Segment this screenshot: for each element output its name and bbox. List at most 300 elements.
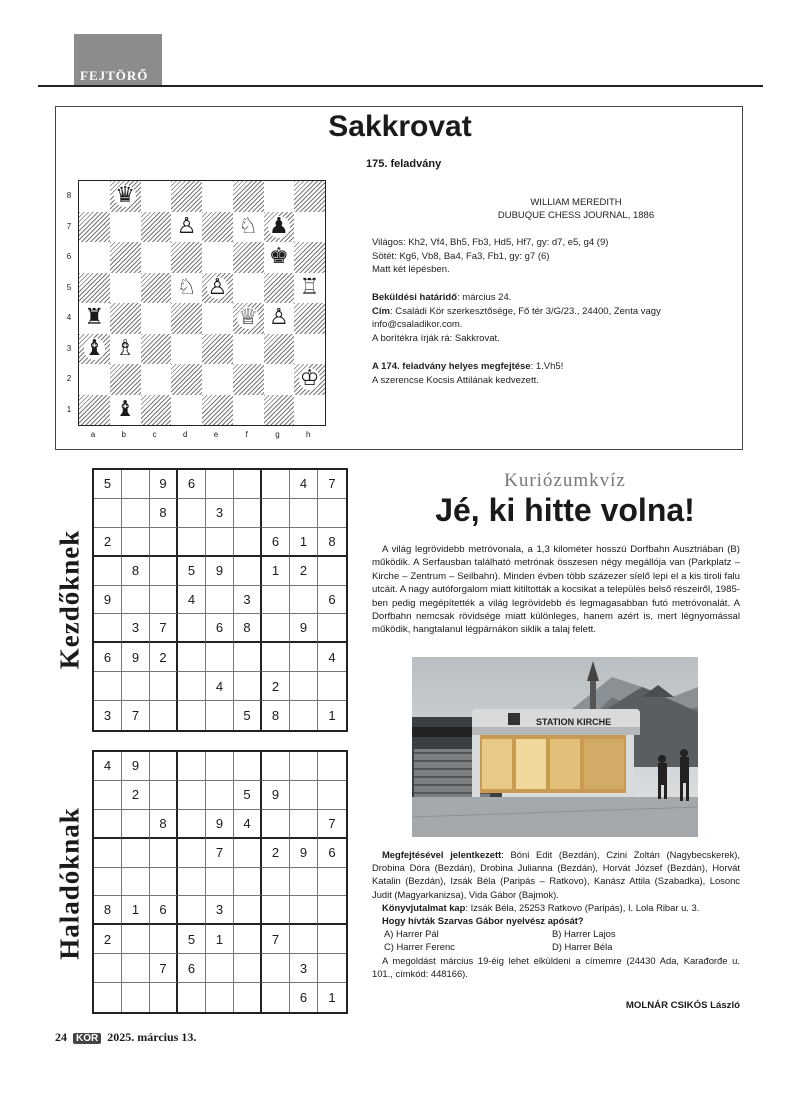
sudoku-cell [290, 868, 318, 897]
option-b: B) Harrer Lajos [552, 928, 616, 940]
sudoku-cell [206, 586, 234, 615]
sudoku-cell: 7 [150, 954, 178, 983]
sudoku-cell [94, 557, 122, 586]
rank-label: 2 [66, 374, 72, 383]
sudoku-cell [150, 752, 178, 781]
sudoku-cell [206, 781, 234, 810]
sudoku-cell: 2 [262, 672, 290, 701]
sudoku-cell [234, 643, 262, 672]
option-c: C) Harrer Ferenc [384, 941, 455, 953]
sudoku-cell [318, 896, 346, 925]
board-square [110, 364, 141, 395]
chess-piece: ♛ [115, 183, 135, 209]
sudoku-cell [94, 983, 122, 1012]
sudoku-cell [122, 983, 150, 1012]
sudoku-cell: 6 [318, 586, 346, 615]
sudoku-cell [234, 672, 262, 701]
problem-author: WILLIAM MEREDITH [530, 197, 622, 208]
sudoku-cell [94, 839, 122, 868]
board-square [141, 334, 172, 365]
quiz-article: A világ legrövidebb metróvonala, a 1,3 kilométer hosszú Dorfbahn Ausztriában (B) működik. A Serfausban található metrónak összesen négy megállója van (Parkplatz – Kirche – Zentrum – Seilbahn). Minden évben több százezer síelő lepi el a kis tiroli falu utcáit. A nagy autóforgalom miatt kitiltották a kocsikat a település belső részeiről, 1985-ben pedig megépítették a világ legrövidebb és legmagasabban futó metróvonalát. A Dorfbahn nemcsak rövidsége miatt különleges, hanem azért is, mert légnyomással működik, hangtalanul légpárnákon siklik a talaj felett. [372, 544, 740, 636]
sudoku-cell [178, 672, 206, 701]
sudoku-cell [234, 839, 262, 868]
rank-label: 4 [66, 313, 72, 322]
quiz-question: Hogy hívták Szarvas Gábor nyelvész apósát? [382, 915, 584, 927]
board-square [110, 242, 141, 273]
sudoku-cell [206, 752, 234, 781]
option-a: A) Harrer Pál [384, 928, 439, 940]
sudoku-cell: 8 [150, 810, 178, 839]
board-square [79, 364, 110, 395]
sudoku-cell [122, 810, 150, 839]
file-label: a [90, 430, 96, 439]
sudoku-cell: 8 [318, 528, 346, 557]
sudoku-cell [178, 839, 206, 868]
board-square [79, 212, 110, 243]
file-label: e [213, 430, 219, 439]
sudoku-cell [94, 868, 122, 897]
board-square [141, 303, 172, 334]
sudoku-cell: 7 [318, 470, 346, 499]
sudoku-cell: 6 [178, 470, 206, 499]
sudoku-cell: 7 [318, 810, 346, 839]
board-square [110, 273, 141, 304]
sudoku-advanced [92, 750, 348, 1014]
sudoku-cell [318, 925, 346, 954]
board-square [233, 273, 264, 304]
board-square [171, 273, 202, 304]
sudoku-cell [122, 672, 150, 701]
sudoku-cell [262, 499, 290, 528]
winner-note: A szerencse Kocsis Attilának kedvezett. [372, 374, 539, 386]
quiz-options [372, 927, 740, 953]
sudoku-cell: 9 [94, 586, 122, 615]
chess-piece: ♖ [299, 274, 320, 300]
sudoku-cell: 3 [206, 499, 234, 528]
sudoku-cell [290, 586, 318, 615]
sudoku-cell [318, 614, 346, 643]
quiz-title: Jé, ki hitte volna! [435, 492, 695, 528]
sudoku-cell [178, 528, 206, 557]
sudoku-cell [318, 752, 346, 781]
board-square [110, 395, 141, 426]
rank-label: 7 [66, 221, 72, 231]
sudoku-cell [262, 954, 290, 983]
sudoku-cell [262, 983, 290, 1012]
sudoku-cell [262, 586, 290, 615]
file-label: c [152, 430, 157, 439]
sudoku-cell: 4 [290, 470, 318, 499]
sudoku-cell [206, 983, 234, 1012]
board-square [233, 181, 264, 212]
board-square [264, 242, 295, 273]
sudoku-cell [206, 701, 234, 730]
board-square [110, 212, 141, 243]
sudoku-cell [94, 810, 122, 839]
chess-task: Matt két lépésben. [372, 264, 450, 275]
solvers-paragraph: Megfejtésével jelentkezett: Bóni Edit (Bezdán), Czini Zoltán (Nagybecskerek), Drobina Dóra (Bezdán), Drobina Julianna (Bezdán), Horvát József (Bezdán), Horvát Katalin (Bezdán), Izsák Béla (Paripás – Ratkovo), Kanász Attila (Szabadka), Losonc Judit (Magyarkanizsa), Vida Gábor (Bajmok). [372, 849, 740, 900]
page-number: 24 [55, 1030, 67, 1044]
board-square [202, 181, 233, 212]
sudoku-cell [150, 701, 178, 730]
board-square [294, 273, 325, 304]
sudoku-cell: 5 [178, 557, 206, 586]
sudoku-cell [150, 586, 178, 615]
sudoku-cell [290, 781, 318, 810]
chess-piece: ♙ [176, 213, 197, 239]
sudoku-cell: 6 [178, 954, 206, 983]
sudoku-cell: 1 [122, 896, 150, 925]
sudoku-cell [206, 470, 234, 499]
sudoku-cell: 6 [94, 643, 122, 672]
sudoku-cell: 9 [262, 781, 290, 810]
sudoku-cell [318, 781, 346, 810]
sudoku-cell [290, 499, 318, 528]
sudoku-cell [150, 672, 178, 701]
page-footer [55, 1030, 196, 1045]
sudoku-beginners-label: Kezdőknek [54, 529, 85, 670]
quiz-author: MOLNÁR CSIKÓS László [625, 1000, 740, 1011]
sudoku-cell: 4 [318, 643, 346, 672]
black-pieces: Sötét: Kg6, Vb8, Ba4, Fa3, Fb1, gy: g7 (6) [372, 250, 550, 262]
board-square [233, 364, 264, 395]
board-square [110, 334, 141, 365]
sudoku-cell: 1 [290, 528, 318, 557]
rank-label: 8 [66, 191, 72, 200]
sudoku-cell [290, 701, 318, 730]
sudoku-cell: 4 [178, 586, 206, 615]
sudoku-cell [178, 752, 206, 781]
board-square [171, 303, 202, 334]
sudoku-cell: 2 [94, 528, 122, 557]
prize-paragraph: Könyvjutalmat kap: Izsák Béla, 25253 Ratkovo (Paripás), I. Lola Ribar u. 3. [382, 901, 700, 913]
sudoku-cell: 5 [234, 781, 262, 810]
sudoku-cell: 9 [122, 752, 150, 781]
header-rule [38, 85, 763, 87]
sudoku-cell: 3 [94, 701, 122, 730]
board-square [110, 303, 141, 334]
sudoku-cell: 9 [150, 470, 178, 499]
board-square [141, 395, 172, 426]
white-pieces: Világos: Kh2, Vf4, Bh5, Fb3, Hd5, Hf7, gy: d7, e5, g4 (9) [372, 237, 609, 248]
sudoku-cell: 7 [206, 839, 234, 868]
sudoku-cell: 3 [234, 586, 262, 615]
board-square [171, 334, 202, 365]
sudoku-cell [318, 954, 346, 983]
sudoku-cell [150, 868, 178, 897]
sudoku-cell [150, 839, 178, 868]
board-square [233, 212, 264, 243]
chess-piece: ♜ [84, 305, 105, 331]
file-label: d [183, 430, 188, 439]
sudoku-cell [206, 868, 234, 897]
sudoku-cell [122, 868, 150, 897]
board-square [171, 242, 202, 273]
sudoku-cell [178, 983, 206, 1012]
chess-piece: ♚ [269, 244, 289, 270]
sudoku-cell [318, 499, 346, 528]
sudoku-cell [234, 470, 262, 499]
sudoku-cell: 8 [94, 896, 122, 925]
sudoku-cell: 9 [206, 810, 234, 839]
sudoku-cell [178, 701, 206, 730]
board-square [79, 395, 110, 426]
board-square [79, 181, 110, 212]
board-square [171, 212, 202, 243]
file-label: h [306, 430, 311, 439]
sudoku-cell: 2 [290, 557, 318, 586]
board-square [294, 334, 325, 365]
chess-piece: ♘ [176, 274, 197, 300]
board-square [141, 181, 172, 212]
sudoku-cell [122, 528, 150, 557]
sudoku-cell [94, 781, 122, 810]
board-square [264, 273, 295, 304]
sudoku-cell [234, 499, 262, 528]
section-label: FEJTÖRŐ [80, 68, 149, 83]
sudoku-cell: 2 [150, 643, 178, 672]
sudoku-cell [150, 557, 178, 586]
sudoku-cell: 4 [206, 672, 234, 701]
sudoku-cell [234, 528, 262, 557]
sudoku-cell [206, 954, 234, 983]
sudoku-cell [178, 643, 206, 672]
puzzle-number: 175. feladvány [366, 158, 442, 170]
address-line: Cím: Családi Kör szerkesztősége, Fő tér 3/G/23., 24400, Zenta vagy info@csaladikor.com. [372, 305, 661, 330]
sudoku-cell [234, 868, 262, 897]
sudoku-cell: 4 [94, 752, 122, 781]
sudoku-cell: 6 [150, 896, 178, 925]
chess-piece: ♘ [238, 213, 258, 239]
station-sign: STATION KIRCHE [536, 717, 612, 727]
sudoku-cell [234, 925, 262, 954]
sudoku-cell [290, 752, 318, 781]
sudoku-cell [94, 954, 122, 983]
rank-label: 1 [66, 404, 72, 414]
board-square [171, 395, 202, 426]
sudoku-cell: 5 [234, 701, 262, 730]
rank-label: 3 [66, 343, 72, 353]
sudoku-cell: 1 [206, 925, 234, 954]
sudoku-cell [122, 470, 150, 499]
sudoku-cell: 3 [122, 614, 150, 643]
chess-piece: ♙ [269, 305, 289, 331]
sudoku-cell [206, 643, 234, 672]
issue-date: 2025. március 13. [107, 1030, 197, 1044]
sudoku-cell [206, 528, 234, 557]
board-square [202, 334, 233, 365]
chess-piece: ♗ [115, 335, 135, 361]
option-d: D) Harrer Béla [552, 941, 613, 953]
board-square [141, 273, 172, 304]
board-square [110, 181, 141, 212]
sudoku-cell [262, 868, 290, 897]
sudoku-cell [234, 896, 262, 925]
problem-source: DUBUQUE CHESS JOURNAL, 1886 [497, 210, 655, 221]
sudoku-advanced-label: Haladóknak [54, 807, 85, 960]
sudoku-cell: 6 [318, 839, 346, 868]
chess-board [78, 180, 326, 426]
sudoku-cell: 8 [150, 499, 178, 528]
chess-piece: ♝ [84, 335, 105, 361]
sudoku-cell [122, 954, 150, 983]
board-square [202, 395, 233, 426]
file-label: g [275, 430, 280, 439]
file-label: b [121, 430, 126, 439]
board-square [294, 395, 325, 426]
file-label: f [245, 430, 248, 439]
previous-solution: A 174. feladvány helyes megfejtése: 1.Vh5! A szerencse Kocsis Attilának kedvezett. [372, 360, 732, 387]
sudoku-cell [318, 672, 346, 701]
sudoku-cell [150, 925, 178, 954]
board-square [264, 181, 295, 212]
board-square [141, 364, 172, 395]
board-square [202, 242, 233, 273]
sudoku-cell [94, 672, 122, 701]
rank-label: 6 [66, 252, 72, 261]
sudoku-cell [290, 925, 318, 954]
sudoku-cell: 9 [290, 839, 318, 868]
magazine-logo: KÖR [73, 1033, 101, 1044]
sudoku-cell [150, 781, 178, 810]
sudoku-cell: 5 [178, 925, 206, 954]
sudoku-cell [150, 983, 178, 1012]
board-square [141, 212, 172, 243]
envelope-note: A borítékra írják rá: Sakkrovat. [372, 332, 500, 344]
board-square [171, 364, 202, 395]
sudoku-cell [94, 614, 122, 643]
chess-piece: ♕ [238, 305, 258, 331]
chess-piece: ♔ [299, 366, 320, 392]
sudoku-cell [178, 896, 206, 925]
station-illustration [412, 657, 698, 837]
sudoku-cell [178, 499, 206, 528]
sudoku-cell: 8 [122, 557, 150, 586]
sudoku-cell [290, 810, 318, 839]
sudoku-cell [262, 614, 290, 643]
board-square [79, 303, 110, 334]
chess-piece: ♟ [269, 213, 289, 239]
board-square [202, 212, 233, 243]
board-square [79, 273, 110, 304]
board-square [294, 303, 325, 334]
sudoku-cell: 6 [206, 614, 234, 643]
rank-label: 5 [66, 282, 72, 292]
sudoku-cell [290, 643, 318, 672]
quiz-answers [372, 848, 740, 980]
board-square [233, 395, 264, 426]
board-square [233, 334, 264, 365]
sudoku-cell: 7 [150, 614, 178, 643]
sudoku-cell: 1 [328, 708, 336, 724]
sudoku-cell [262, 810, 290, 839]
sudoku-cell: 3 [290, 954, 318, 983]
sudoku-beginners [92, 468, 348, 732]
sudoku-cell: 9 [122, 643, 150, 672]
sudoku-cell: 2 [262, 839, 290, 868]
sudoku-cell [234, 557, 262, 586]
chess-submission [372, 291, 732, 345]
sudoku-cell: 2 [122, 781, 150, 810]
board-square [294, 212, 325, 243]
sudoku-cell [262, 470, 290, 499]
sudoku-cell: 5 [94, 470, 122, 499]
sudoku-cell [178, 614, 206, 643]
sudoku-cell [178, 810, 206, 839]
sudoku-cell: 1 [262, 557, 290, 586]
station-photo [412, 657, 698, 837]
sudoku-cell [318, 868, 346, 897]
board-square [233, 303, 264, 334]
sudoku-cell [178, 868, 206, 897]
board-square [79, 334, 110, 365]
deadline-line: Beküldési határidő: március 24. [372, 292, 512, 303]
sudoku-cell [290, 672, 318, 701]
quiz-kicker: Kuriózumkvíz [504, 470, 626, 491]
sudoku-cell [262, 896, 290, 925]
sudoku-cell: 8 [262, 701, 290, 730]
board-square [233, 242, 264, 273]
sudoku-cell: 2 [94, 925, 122, 954]
sudoku-cell: 6 [290, 983, 318, 1012]
board-square [264, 395, 295, 426]
sudoku-cell [122, 925, 150, 954]
board-square [79, 242, 110, 273]
sudoku-cell: 4 [234, 810, 262, 839]
board-square [264, 212, 295, 243]
sudoku-cell: 7 [262, 925, 290, 954]
section-tab [74, 34, 162, 86]
sudoku-cell [290, 896, 318, 925]
sudoku-cell: 9 [290, 614, 318, 643]
sudoku-cell [234, 954, 262, 983]
board-square [294, 364, 325, 395]
chess-piece: ♙ [207, 274, 228, 300]
quiz-deadline: A megoldást március 19-éig lehet elküldeni a címemre (24430 Ada, Karađorđe u. 101., címkód: 448166). [372, 954, 740, 979]
sudoku-cell [122, 499, 150, 528]
sudoku-cell: 1 [328, 990, 336, 1006]
board-square [264, 303, 295, 334]
sudoku-cell [234, 752, 262, 781]
sudoku-cell [150, 528, 178, 557]
sudoku-cell [122, 839, 150, 868]
sudoku-cell [262, 752, 290, 781]
sudoku-cell [94, 499, 122, 528]
sudoku-cell [178, 781, 206, 810]
board-square [171, 181, 202, 212]
sudoku-cell [234, 983, 262, 1012]
sudoku-cell: 3 [206, 896, 234, 925]
chess-title: Sakkrovat [328, 110, 472, 143]
sudoku-cell: 9 [206, 557, 234, 586]
board-square [202, 303, 233, 334]
sudoku-cell: 6 [262, 528, 290, 557]
sudoku-cell [262, 643, 290, 672]
sudoku-cell: 7 [122, 701, 150, 730]
sudoku-cell: 8 [234, 614, 262, 643]
board-square [294, 242, 325, 273]
board-square [264, 334, 295, 365]
board-square [202, 273, 233, 304]
chess-piece: ♝ [115, 396, 135, 422]
board-square [202, 364, 233, 395]
chess-position-text [372, 236, 732, 277]
board-square [294, 181, 325, 212]
board-square [264, 364, 295, 395]
sudoku-cell [122, 586, 150, 615]
board-square [141, 242, 172, 273]
sudoku-cell [318, 557, 346, 586]
